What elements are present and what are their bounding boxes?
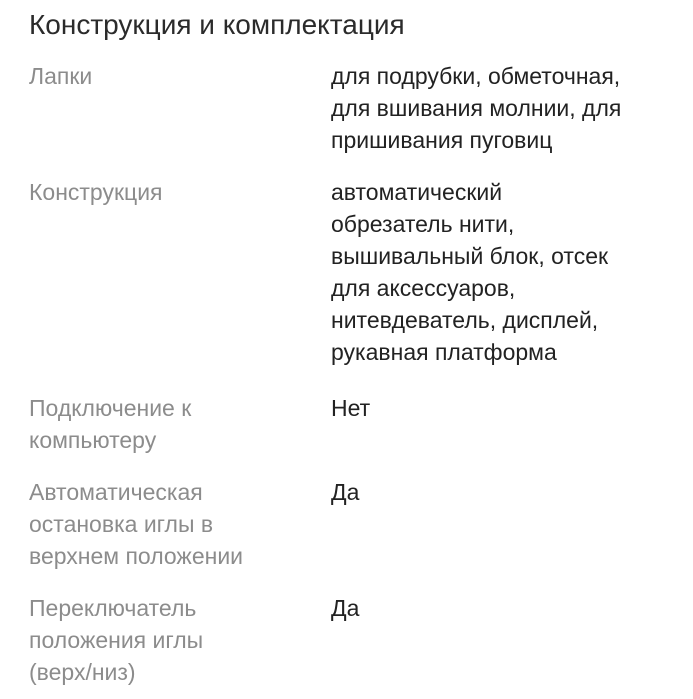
spec-label-line: компьютеру bbox=[29, 427, 157, 453]
spec-label-line: Переключатель bbox=[29, 595, 197, 621]
spec-value-line: рукавная платформа bbox=[331, 339, 557, 365]
spec-label bbox=[29, 592, 309, 688]
spec-label bbox=[29, 60, 309, 92]
spec-value bbox=[331, 476, 686, 508]
spec-label-line: Подключение к bbox=[29, 395, 192, 421]
spec-label-line: Автоматическая bbox=[29, 479, 203, 505]
spec-label-line: верхнем положении bbox=[29, 543, 244, 569]
section-title: Конструкция и комплектация bbox=[29, 9, 405, 40]
spec-value-line: нитевдеватель, дисплей, bbox=[331, 307, 599, 333]
spec-value-line: пришивания пуговиц bbox=[331, 127, 553, 153]
spec-value-line: для вшивания молнии, для bbox=[331, 95, 622, 121]
spec-value-line: Да bbox=[331, 595, 360, 621]
spec-value-line: для аксессуаров, bbox=[331, 275, 516, 301]
spec-label-line: Лапки bbox=[29, 63, 93, 89]
spec-value bbox=[331, 176, 686, 368]
spec-value-line: обрезатель нити, bbox=[331, 211, 515, 237]
spec-value bbox=[331, 60, 686, 156]
spec-value bbox=[331, 592, 686, 624]
spec-label bbox=[29, 176, 309, 208]
spec-label-line: (верх/низ) bbox=[29, 659, 136, 685]
spec-label bbox=[29, 476, 309, 572]
spec-label-line: остановка иглы в bbox=[29, 511, 214, 537]
spec-value-line: вышивальный блок, отсек bbox=[331, 243, 609, 269]
spec-value-line: автоматический bbox=[331, 179, 503, 205]
spec-value-line: Нет bbox=[331, 395, 371, 421]
spec-label-line: Конструкция bbox=[29, 179, 163, 205]
spec-value-line: для подрубки, обметочная, bbox=[331, 63, 621, 89]
spec-label bbox=[29, 392, 309, 456]
spec-value bbox=[331, 392, 686, 424]
spec-value-line: Да bbox=[331, 479, 360, 505]
spec-label-line: положения иглы bbox=[29, 627, 204, 653]
